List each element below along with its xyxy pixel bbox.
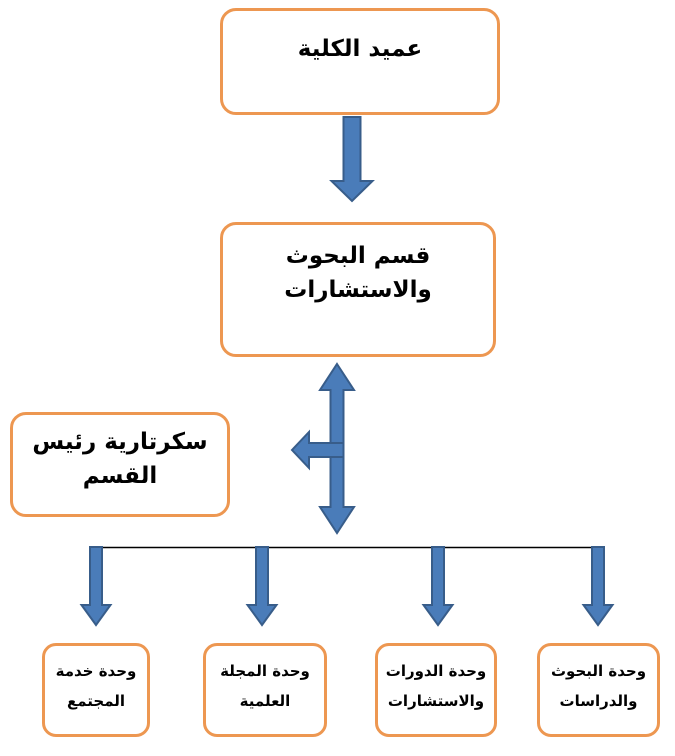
unit-down-arrow-icon — [82, 547, 111, 625]
node-secretary-label-line2: القسم — [82, 463, 158, 489]
unit-down-arrow-icon — [584, 547, 613, 625]
node-dean-label: عميد الكلية — [297, 36, 423, 62]
unit-label-line2: والاستشارات — [387, 692, 485, 710]
unit-label-line1: وحدة خدمة — [55, 662, 137, 680]
node-unit-courses-consultations — [375, 643, 497, 737]
unit-label-line1: وحدة المجلة — [220, 662, 310, 680]
node-research-dept — [220, 222, 496, 357]
unit-label-line2: والدراسات — [559, 692, 638, 710]
unit-label-line1: وحدة البحوث — [550, 662, 647, 680]
unit-down-arrow-icon — [424, 547, 453, 625]
unit-label-line2: المجتمع — [66, 692, 126, 710]
node-dean — [220, 8, 500, 115]
node-secretary — [10, 412, 230, 517]
node-unit-community-service — [42, 643, 150, 737]
unit-label-line2: العلمية — [239, 692, 291, 710]
node-research-dept-label-line2: والاستشارات — [284, 277, 432, 303]
node-secretary-label-line1: سكرتارية رئيس — [32, 429, 208, 455]
node-unit-scientific-journal — [203, 643, 327, 737]
node-research-dept-label-line1: قسم البحوث — [285, 243, 431, 269]
unit-down-arrow-icon — [248, 547, 277, 625]
unit-label-line1: وحدة الدورات — [385, 662, 487, 680]
node-unit-research-studies — [537, 643, 660, 737]
down-arrow-icon — [332, 117, 373, 201]
